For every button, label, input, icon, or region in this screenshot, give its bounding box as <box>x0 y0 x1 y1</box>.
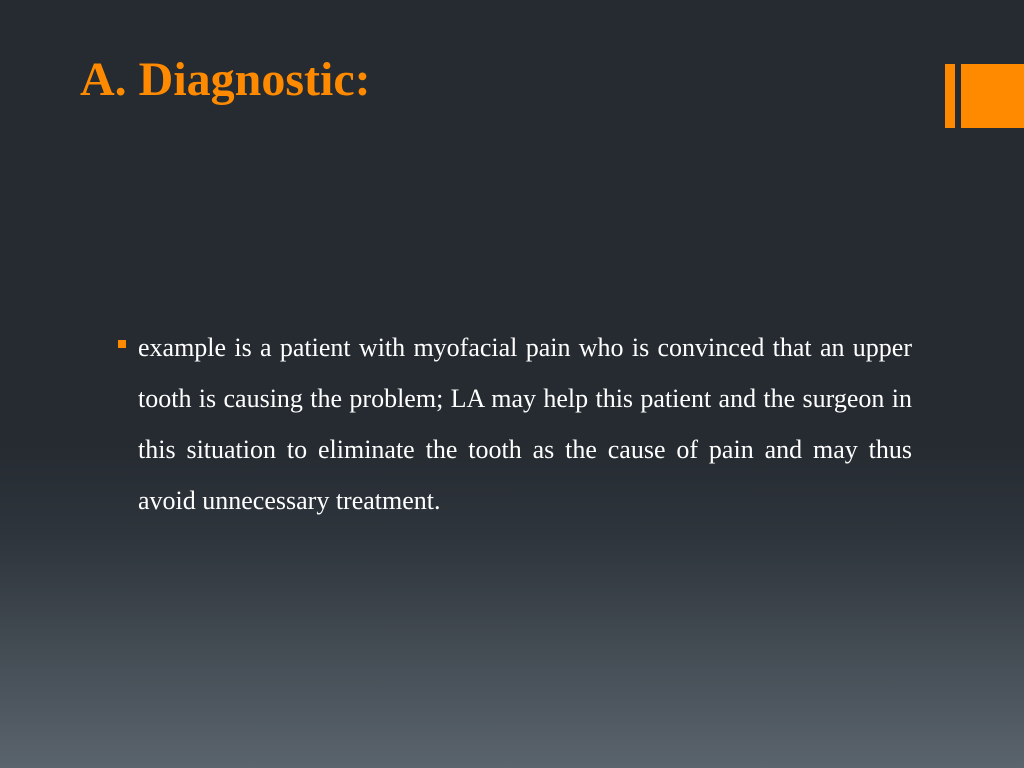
square-bullet-icon <box>118 340 126 348</box>
accent-bar-thick <box>961 64 1024 128</box>
bullet-item <box>118 322 912 526</box>
bullet-text: example is a patient with myofacial pain who is convinced that an upper tooth is causing the problem; LA may help this patient and the surgeon in this situation to eliminate the tooth as the cause of pain and may thus avoid unnecessary treatment. <box>138 333 912 515</box>
accent-bar-thin <box>945 64 955 128</box>
slide-title: A. Diagnostic: <box>80 53 371 106</box>
